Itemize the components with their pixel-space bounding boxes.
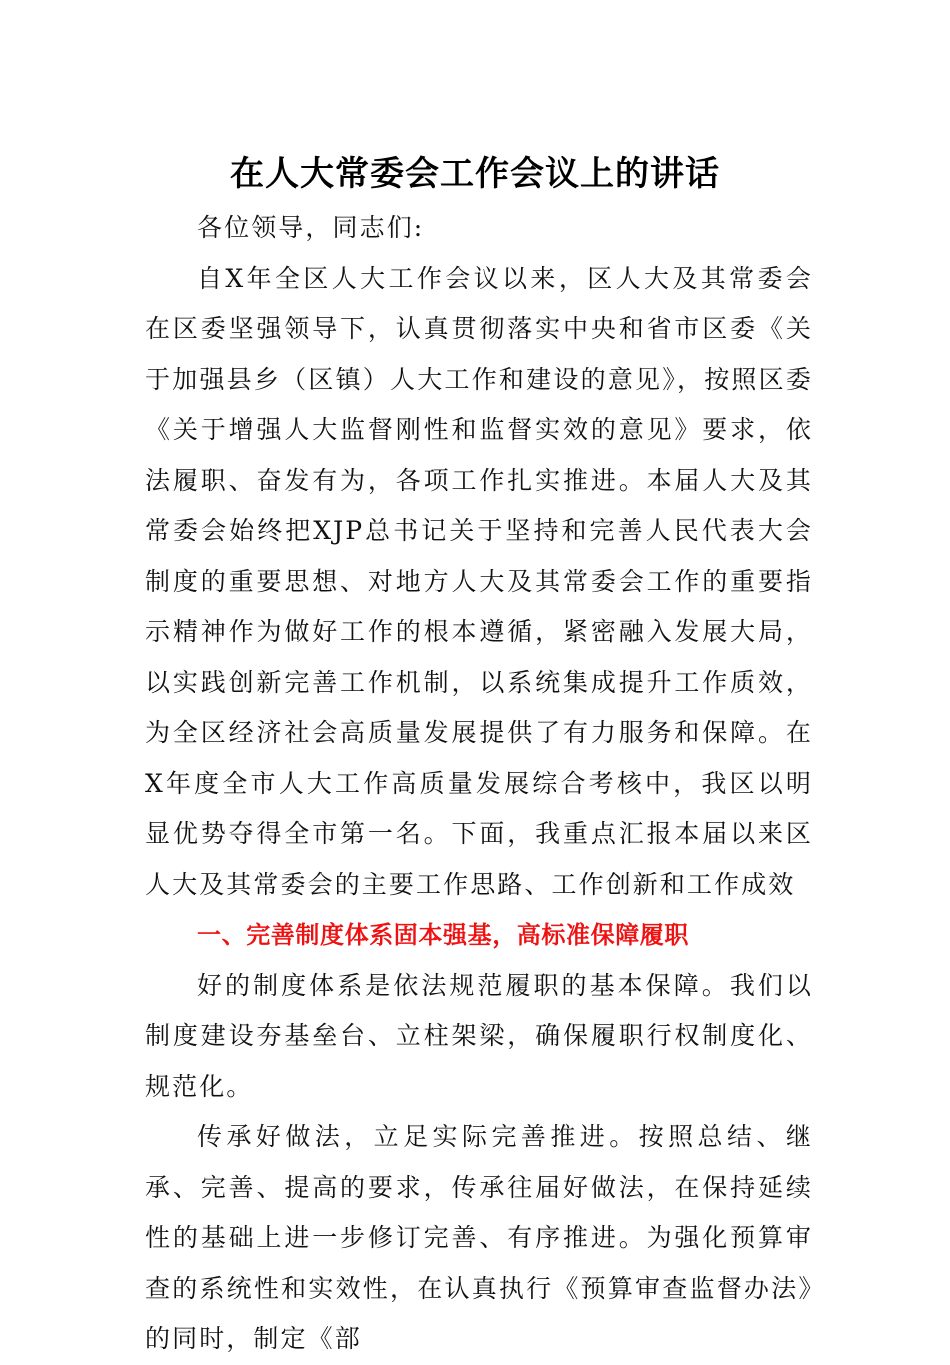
paragraph-intro: 自X年全区人大工作会议以来，区人大及其常委会在区委坚强领导下，认真贯彻落实中央和省市区委《关于加强县乡（区镇）人大工作和建设的意见》，按照区委《关于增强人大监督刚性和监督实效的意见》要求，依法履职、奋发有为，各项工作扎实推进。本届人大及其常委会始终把XJP总书记关于坚持和完善人民代表大会制度的重要思想、对地方人大及其常委会工作的重要指示精神作为做好工作的根本遵循，紧密融入发展大局，以实践创新完善工作机制，以系统集成提升工作质效，为全区经济社会高质量发展提供了有力服务和保障。在X年度全市人大工作高质量发展综合考核中，我区以明显优势夺得全市第一名。下面，我重点汇报本届以来区人大及其常委会的主要工作思路、工作创新和工作成效 — [145, 263, 813, 899]
document-title: 在人大常委会工作会议上的讲话 — [230, 154, 720, 194]
paragraph-section-2: 传承好做法，立足实际完善推进。按照总结、继承、完善、提高的要求，传承往届好做法，在保持延续性的基础上进一步修订完善、有序推进。为强化预算审查的系统性和实效性，在认真执行《预算审查监督办法》的同时，制定《部 — [145, 1122, 813, 1353]
salutation: 各位领导，同志们: — [197, 213, 425, 242]
document-body — [145, 203, 813, 1365]
paragraph-section-1: 好的制度体系是依法规范履职的基本保障。我们以制度建设夯基垒台、立柱架梁，确保履职行权制度化、规范化。 — [145, 970, 813, 1101]
section-heading-1: 一、完善制度体系固本强基，高标准保障履职 — [197, 921, 689, 949]
